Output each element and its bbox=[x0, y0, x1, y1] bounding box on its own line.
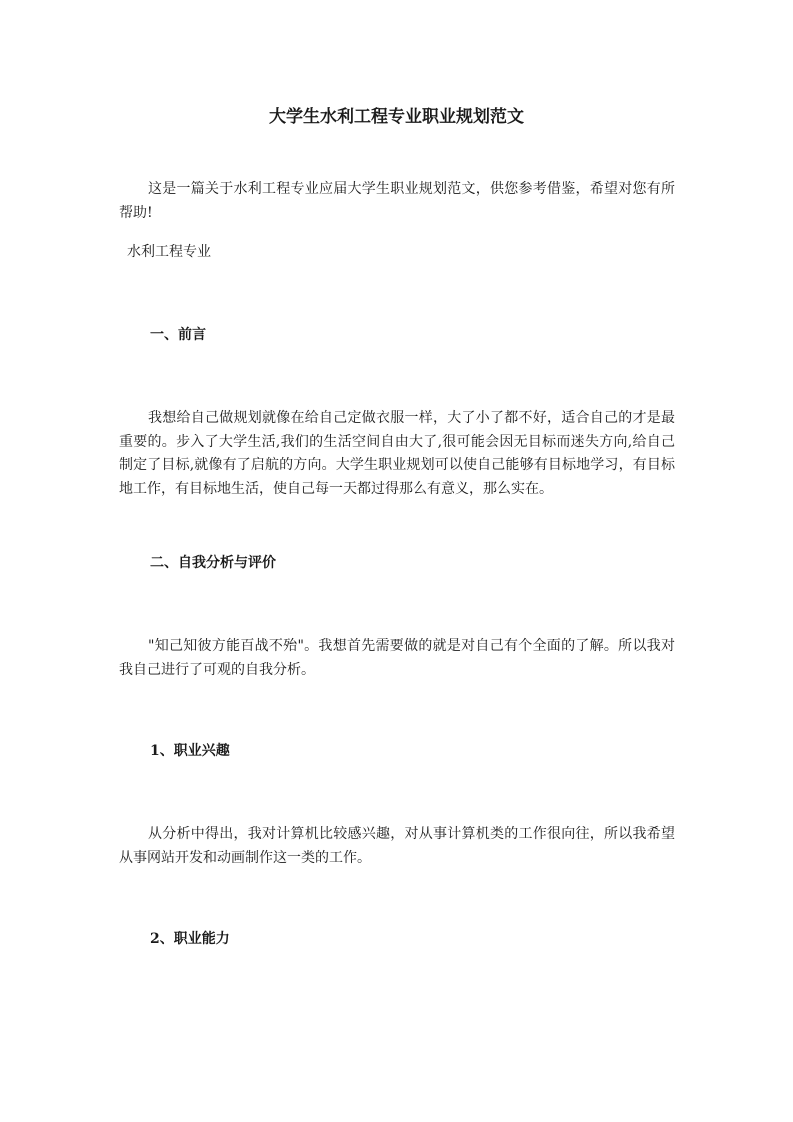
subject-label: 水利工程专业 bbox=[127, 244, 211, 260]
section-heading-self-analysis: 二、自我分析与评价 bbox=[150, 555, 276, 571]
section-body-preface: 我想给自己做规划就像在给自己定做衣服一样，大了小了都不好，适合自己的才是最重要的。步入了大学生活,我们的生活空间自由大了,很可能会因无目标而迷失方向,给自己制定了目标,就像有了启航的方向。大学生职业规划可以使自己能够有目标地学习，有目标地工作，有目标地生活，使自己每一天都过得那么有意义，那么实在。 bbox=[119, 410, 675, 497]
intro-paragraph: 这是一篇关于水利工程专业应届大学生职业规划范文，供您参考借鉴，希望对您有所帮助! bbox=[119, 181, 675, 221]
section-heading-career-ability: 2、职业能力 bbox=[150, 931, 230, 947]
section-body-self-analysis: "知己知彼方能百战不殆"。我想首先需要做的就是对自己有个全面的了解。所以我对我自己进行了可观的自我分析。 bbox=[119, 638, 675, 678]
section-heading-preface: 一、前言 bbox=[150, 327, 206, 343]
section-heading-career-interest: 1、职业兴趣 bbox=[150, 743, 230, 759]
document-title: 大学生水利工程专业职业规划范文 bbox=[269, 107, 524, 127]
section-body-career-interest: 从分析中得出，我对计算机比较感兴趣，对从事计算机类的工作很向往，所以我希望从事网站开发和动画制作这一类的工作。 bbox=[119, 826, 675, 866]
